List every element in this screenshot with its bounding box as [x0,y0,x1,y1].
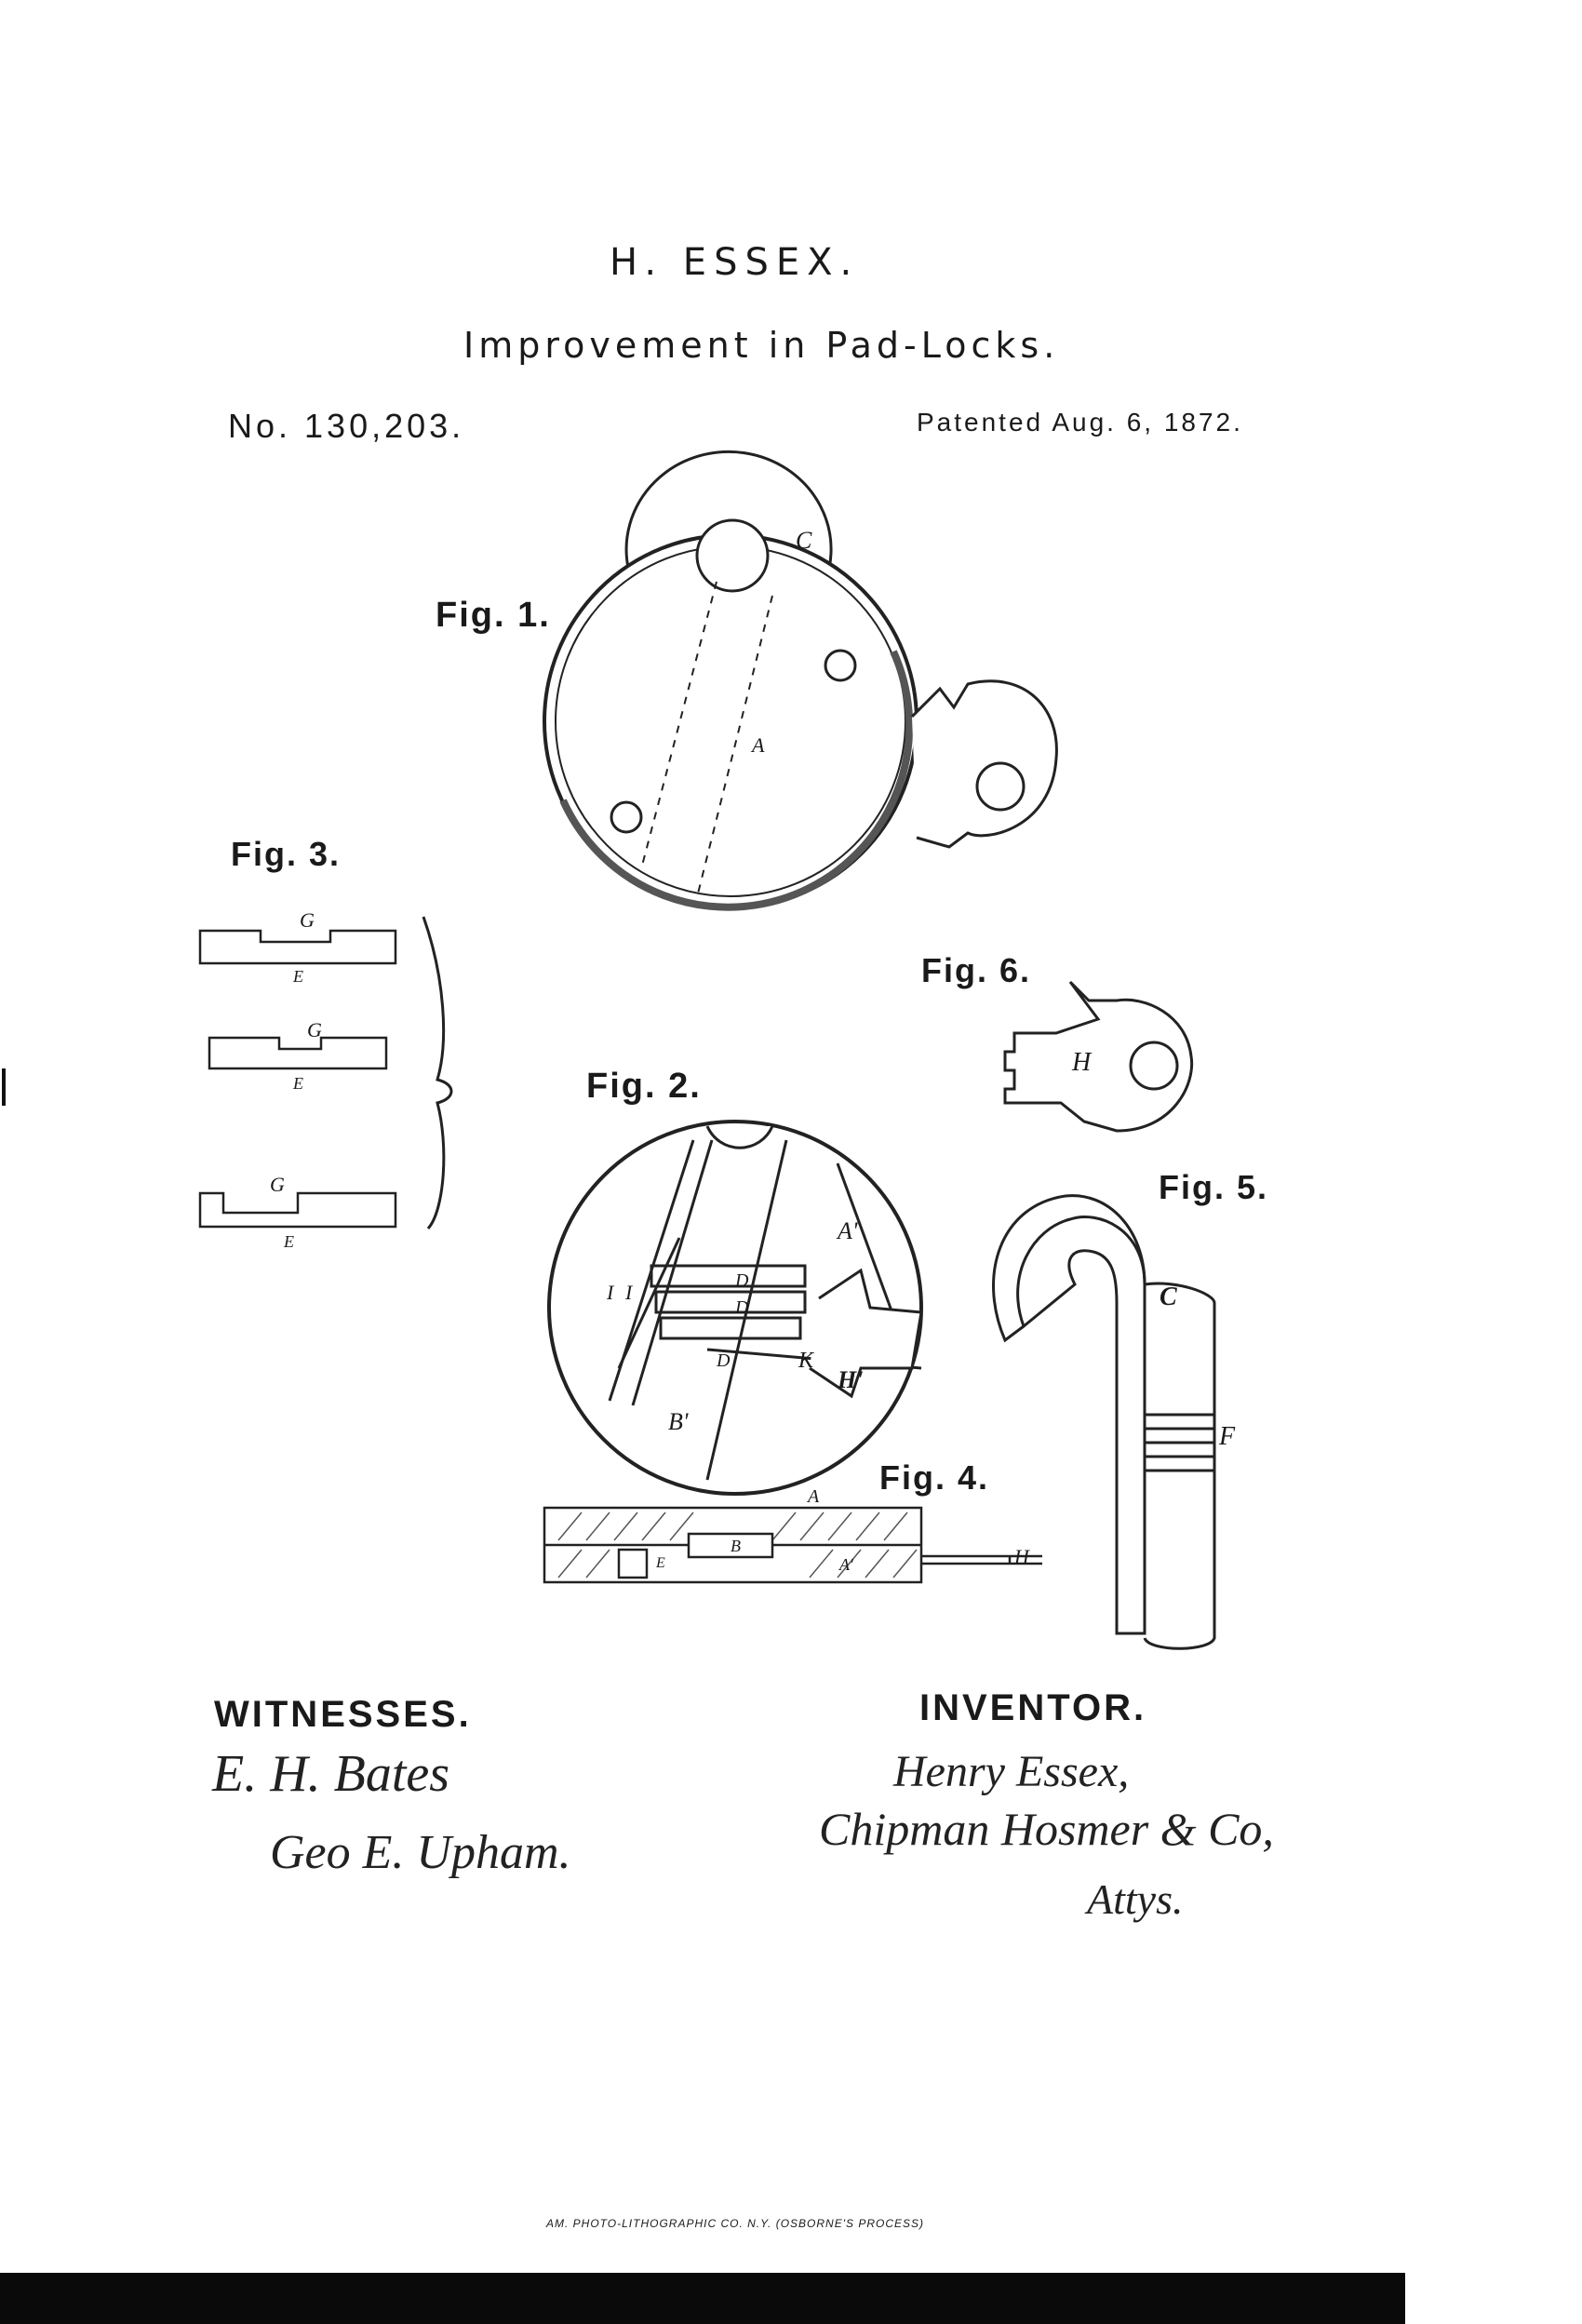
patented-date: Patented Aug. 6, 1872. [917,408,1243,437]
margin-mark [2,1068,6,1106]
fig1-padlock-body-drawing [544,451,1056,907]
fig3-label-g2: G [307,1018,322,1041]
fig4-caption: Fig. 4. [879,1458,990,1497]
fig6-key-head-drawing [1005,982,1192,1131]
inventor-name-heading: H. ESSEX. [610,241,860,284]
fig2-label-b-prime: B' [668,1408,689,1435]
fig3-label-g3: G [270,1173,285,1196]
fig3-key-bits-drawing [200,917,451,1229]
fig2-label-i2: I [625,1281,633,1304]
fig2-label-k: K [798,1349,814,1373]
witnesses-heading: WITNESSES. [214,1694,472,1735]
fig3-label-g1: G [300,908,315,932]
patent-number: No. 130,203. [228,407,465,445]
fig2-label-h-prime: H' [838,1366,864,1393]
fig4-label-a: A [808,1486,820,1507]
fig5-label-c: C [1160,1283,1177,1311]
fig5-label-f: F [1219,1422,1236,1451]
inventor-heading: INVENTOR. [919,1687,1147,1728]
fig4-label-b: B [731,1537,741,1555]
fig3-caption: Fig. 3. [231,835,342,873]
fig1-label-a: A [752,733,765,757]
fig3-label-e2: E [293,1074,303,1093]
inventor-signature: Henry Essex, [893,1747,1130,1796]
fig2-label-i: I [607,1281,614,1304]
fig3-label-e3: E [284,1232,294,1251]
fig4-label-a-prime: A' [839,1555,853,1574]
fig2-label-a-prime: A' [838,1217,858,1244]
attorney-signature: Chipman Hosmer & Co, [819,1803,1274,1855]
witness-signature-2: Geo E. Upham. [270,1826,571,1879]
fig5-caption: Fig. 5. [1159,1168,1269,1206]
attorneys-abbrev: Attys. [1087,1875,1184,1923]
scan-border-bar [0,2273,1405,2324]
fig4-label-e: E [656,1555,665,1571]
fig4-longitudinal-section-drawing [544,1508,1042,1582]
fig1-caption: Fig. 1. [436,596,551,635]
patent-title: Improvement in Pad-Locks. [463,325,1060,366]
fig4-label-h: H [1014,1545,1029,1568]
fig1-label-c: C [796,527,812,554]
printer-credit: AM. PHOTO-LITHOGRAPHIC CO. N.Y. (OSBORNE'S PROCESS) [546,2217,925,2230]
fig2-caption: Fig. 2. [586,1067,702,1106]
fig6-caption: Fig. 6. [921,951,1032,989]
fig5-shackle-drawing [994,1196,1214,1649]
fig2-label-d2: D [735,1297,749,1318]
fig3-label-e1: E [293,967,303,986]
fig2-label-d1: D [735,1270,749,1291]
witness-signature-1: E. H. Bates [212,1745,450,1803]
fig2-label-d3: D [717,1350,731,1371]
fig6-label-h: H [1072,1048,1092,1077]
